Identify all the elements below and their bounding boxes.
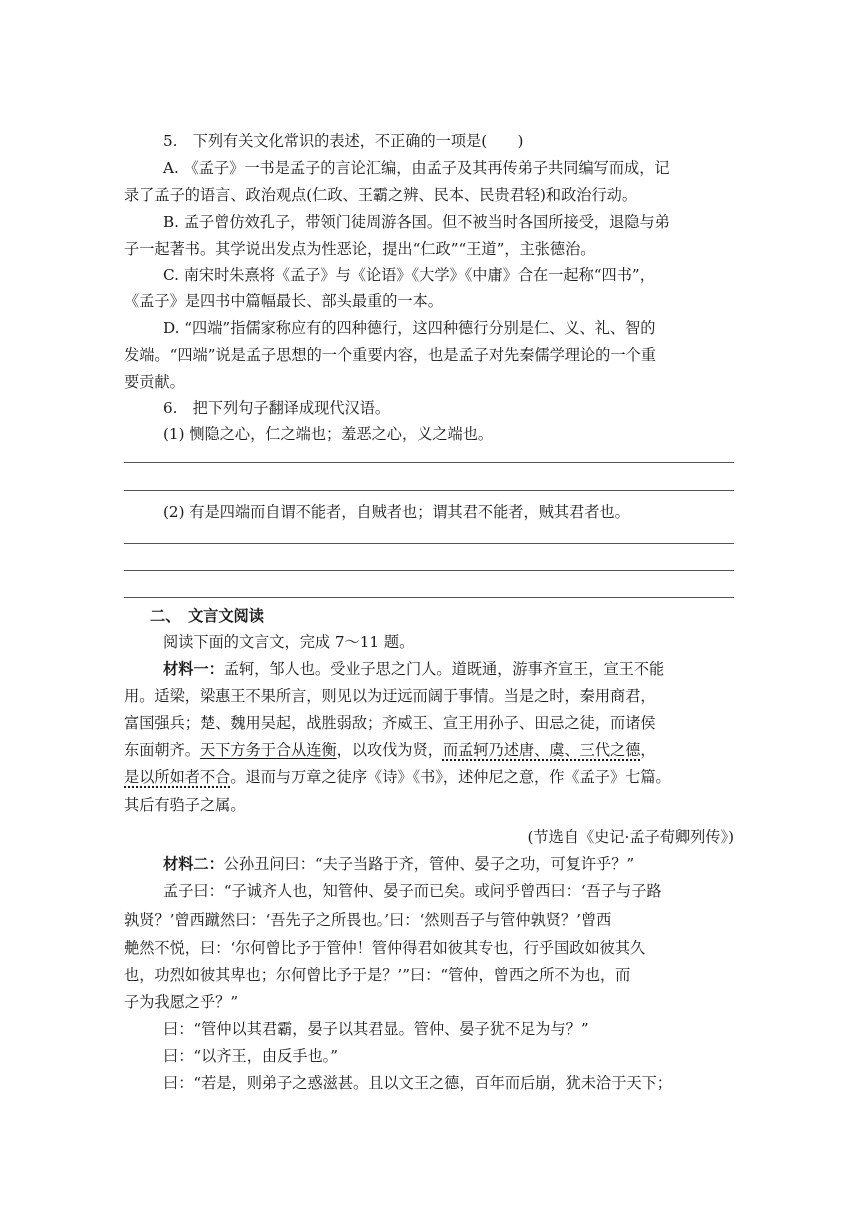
material2-p4: 曰：“以齐王，由反手也。” (163, 1047, 338, 1065)
text-segment: 东面朝齐。 (124, 741, 200, 759)
material2-p5: 曰：“若是，则弟子之惑滋甚。且以文王之德，百年而后崩，犹未洽于天下； (163, 1074, 672, 1092)
answer-line[interactable] (124, 543, 734, 544)
q5-option-a-line1: A. 《孟子》一书是孟子的言论汇编，由孟子及其再传弟子共同编写而成，记 (163, 159, 670, 177)
material1-source: (节选自《史记·孟子荀卿列传》) (527, 828, 734, 846)
q5-option-b-line2: 子一起著书。其学说出发点为性恶论，提出“仁政”“王道”，主张德治。 (124, 240, 596, 258)
q5-option-d-line3: 要贡献。 (124, 373, 185, 391)
answer-line[interactable] (124, 490, 734, 491)
material1-line6: 其后有驺子之属。 (124, 796, 246, 814)
q6-stem: 6. 把下列句子翻译成现代汉语。 (163, 399, 391, 417)
material2-p2-line2: 孰贤？’曾西蹴然曰：‘吾先子之所畏也。’曰：‘然则吾子与管仲孰贤？’曾西 (124, 911, 612, 929)
answer-line[interactable] (124, 597, 734, 598)
text-segment: ，以攻伐为贤， (336, 741, 443, 759)
q5-option-c-line1: C. 南宋时朱熹将《孟子》与《论语》《大学》《中庸》合在一起称“四书”， (163, 266, 655, 284)
text-segment: ， (640, 741, 656, 759)
text-segment: 。退而与万章之徒序《诗》《书》，述仲尼之意，作《孟子》七篇。 (230, 768, 671, 786)
q6-sentence-1: (1) 恻隐之心，仁之端也；羞恶之心，义之端也。 (163, 425, 494, 443)
q5-option-a-line2: 录了孟子的语言、政治观点(仁政、王霸之辨、民本、民贵君轻)和政治行动。 (124, 186, 638, 204)
q5-option-c-line2: 《孟子》是四书中篇幅最长、部头最重的一本。 (124, 292, 443, 310)
material2-label: 材料二： (163, 855, 224, 873)
answer-line[interactable] (124, 570, 734, 571)
material2-p3: 曰：“管仲以其君霸，晏子以其君显。管仲、晏子犹不足为与？” (163, 1020, 589, 1038)
material1-line1 (163, 659, 664, 679)
material2-p2-line3: 艴然不悦，曰：‘尔何曾比予于管仲！管仲得君如彼其专也，行乎国政如彼其久 (124, 939, 646, 957)
dotted-sentence: 是以所如者不合 (124, 768, 231, 786)
q6-sentence-2: (2) 有是四端而自谓不能者，自贼者也；谓其君不能者，贼其君者也。 (163, 503, 630, 521)
material1-line5 (124, 767, 671, 787)
material2-text: 公孙丑问曰：“夫子当路于齐，管仲、晏子之功，可复许乎？” (223, 855, 635, 873)
material1-label: 材料一： (163, 660, 224, 678)
answer-line[interactable] (124, 462, 734, 463)
material1-line3: 富国强兵；楚、魏用吴起，战胜弱敌；齐威王、宣王用孙子、田忌之徒，而诸侯 (124, 714, 656, 732)
dotted-sentence: 而孟轲乃述唐、虞、三代之德 (442, 741, 641, 759)
q5-option-d-line2: 发端。“四端”说是孟子思想的一个重要内容，也是孟子对先秦儒学理论的一个重 (124, 346, 656, 364)
section-heading: 二、 文言文阅读 (150, 607, 264, 625)
material1-line2: 用。适梁，梁惠王不果所言，则见以为迂远而阔于事情。当是之时，秦用商君， (124, 687, 656, 705)
q5-option-d-line1: D. “四端”指儒家称应有的四种德行，这四种德行分别是仁、义、礼、智的 (163, 319, 656, 337)
material2-p2-line5: 子为我愿之乎？” (124, 993, 239, 1011)
q5-stem: 5. 下列有关文化常识的表述，不正确的一项是( ) (163, 132, 524, 150)
section-intro: 阅读下面的文言文，完成 7～11 题。 (163, 633, 415, 651)
material2-line1 (163, 854, 634, 874)
material2-p2-line1: 孟子曰：“子诚齐人也，知管仲、晏子而已矣。或问乎曾西曰：‘吾子与子路 (163, 882, 662, 900)
material1-line4 (124, 740, 656, 760)
material1-text: 孟轲，邹人也。受业子思之门人。道既通，游事齐宣王，宣王不能 (223, 660, 665, 678)
underlined-sentence: 天下方务于合从连衡 (199, 741, 337, 759)
q5-option-b-line1: B. 孟子曾仿效孔子，带领门徒周游各国。但不被当时各国所接受，退隐与弟 (163, 213, 670, 231)
material2-p2-line4: 也，功烈如彼其卑也；尔何曾比予于是？’”曰：“管仲，曾西之所不为也，而 (124, 966, 631, 984)
